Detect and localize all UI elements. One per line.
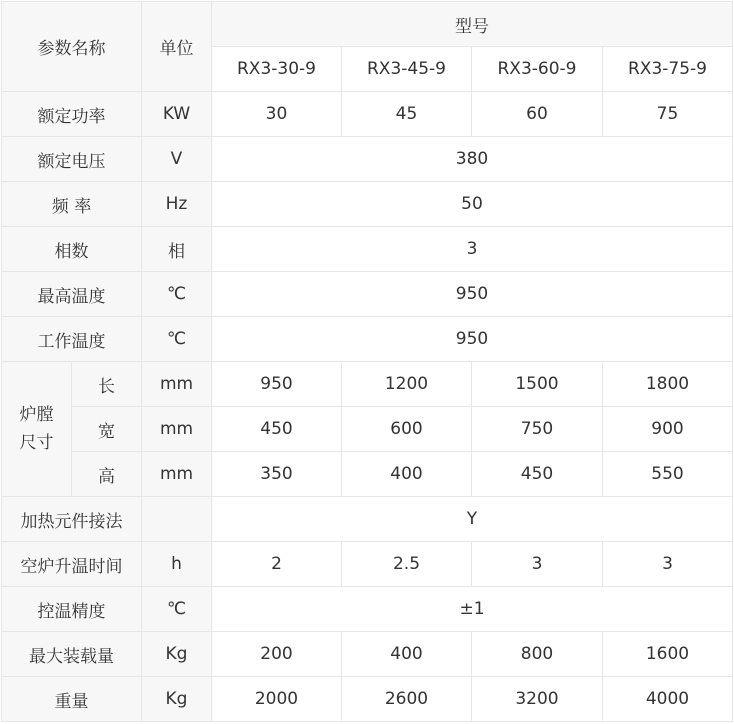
cell-value: 75: [603, 92, 733, 137]
row-unit: ℃: [142, 587, 212, 632]
cell-value: 600: [342, 407, 472, 452]
row-unit: V: [142, 137, 212, 182]
row-label: 频 率: [2, 182, 142, 227]
row-label: 加热元件接法: [2, 497, 142, 542]
model-name: RX3-30-9: [212, 47, 342, 92]
row-sublabel: 高: [72, 452, 142, 497]
cell-value: 1600: [603, 632, 733, 677]
row-unit: Kg: [142, 632, 212, 677]
cell-value: 2: [212, 542, 342, 587]
table-row: [2, 137, 733, 182]
table-row: [2, 182, 733, 227]
model-header: 型号: [212, 2, 733, 47]
cell-value: 350: [212, 452, 342, 497]
row-unit: ℃: [142, 317, 212, 362]
cell-value: 3: [212, 227, 733, 272]
table-row: [2, 452, 733, 497]
table-row: [2, 632, 733, 677]
row-label: 最大装载量: [2, 632, 142, 677]
cell-value: ±1: [212, 587, 733, 632]
row-label: 额定功率: [2, 92, 142, 137]
cell-value: 950: [212, 317, 733, 362]
table-row: [2, 542, 733, 587]
row-label: 空炉升温时间: [2, 542, 142, 587]
row-unit: mm: [142, 407, 212, 452]
unit-header: 单位: [142, 2, 212, 92]
chamber-group-label: [2, 362, 72, 497]
spec-table: [1, 1, 733, 722]
table-row: [2, 407, 733, 452]
cell-value: 1500: [472, 362, 603, 407]
cell-value: 900: [603, 407, 733, 452]
model-name: RX3-75-9: [603, 47, 733, 92]
param-name-header: 参数名称: [2, 2, 142, 92]
cell-value: 550: [603, 452, 733, 497]
table-row: [2, 677, 733, 722]
row-label: 重量: [2, 677, 142, 722]
cell-value: 3200: [472, 677, 603, 722]
row-unit: 相: [142, 227, 212, 272]
cell-value: 60: [472, 92, 603, 137]
cell-value: 2600: [342, 677, 472, 722]
cell-value: 45: [342, 92, 472, 137]
table-row: [2, 497, 733, 542]
model-name: RX3-45-9: [342, 47, 472, 92]
table-row: [2, 317, 733, 362]
model-name: RX3-60-9: [472, 47, 603, 92]
row-label: 工作温度: [2, 317, 142, 362]
row-label: 相数: [2, 227, 142, 272]
cell-value: 950: [212, 362, 342, 407]
cell-value: 4000: [603, 677, 733, 722]
row-sublabel: 宽: [72, 407, 142, 452]
table-row: [2, 272, 733, 317]
table-row: [2, 227, 733, 272]
table-row: [2, 587, 733, 632]
cell-value: 30: [212, 92, 342, 137]
row-unit: Hz: [142, 182, 212, 227]
row-unit: Kg: [142, 677, 212, 722]
cell-value: 450: [472, 452, 603, 497]
row-label: 控温精度: [2, 587, 142, 632]
cell-value: 400: [342, 632, 472, 677]
cell-value: 1200: [342, 362, 472, 407]
row-unit: ℃: [142, 272, 212, 317]
row-label: 额定电压: [2, 137, 142, 182]
header-row: [2, 2, 733, 47]
row-unit: mm: [142, 452, 212, 497]
cell-value: 1800: [603, 362, 733, 407]
chamber-label-line: 尺寸: [19, 433, 54, 453]
cell-value: 800: [472, 632, 603, 677]
cell-value: 50: [212, 182, 733, 227]
row-label: 最高温度: [2, 272, 142, 317]
cell-value: 3: [603, 542, 733, 587]
cell-value: 380: [212, 137, 733, 182]
cell-value: 400: [342, 452, 472, 497]
chamber-label-line: 炉膛: [19, 405, 54, 425]
cell-value: 2.5: [342, 542, 472, 587]
table-row: [2, 362, 733, 407]
cell-value: 950: [212, 272, 733, 317]
row-unit: [142, 497, 212, 542]
row-unit: mm: [142, 362, 212, 407]
cell-value: 3: [472, 542, 603, 587]
table-row: [2, 92, 733, 137]
row-unit: h: [142, 542, 212, 587]
cell-value: Y: [212, 497, 733, 542]
cell-value: 2000: [212, 677, 342, 722]
row-unit: KW: [142, 92, 212, 137]
row-sublabel: 长: [72, 362, 142, 407]
cell-value: 200: [212, 632, 342, 677]
cell-value: 750: [472, 407, 603, 452]
cell-value: 450: [212, 407, 342, 452]
